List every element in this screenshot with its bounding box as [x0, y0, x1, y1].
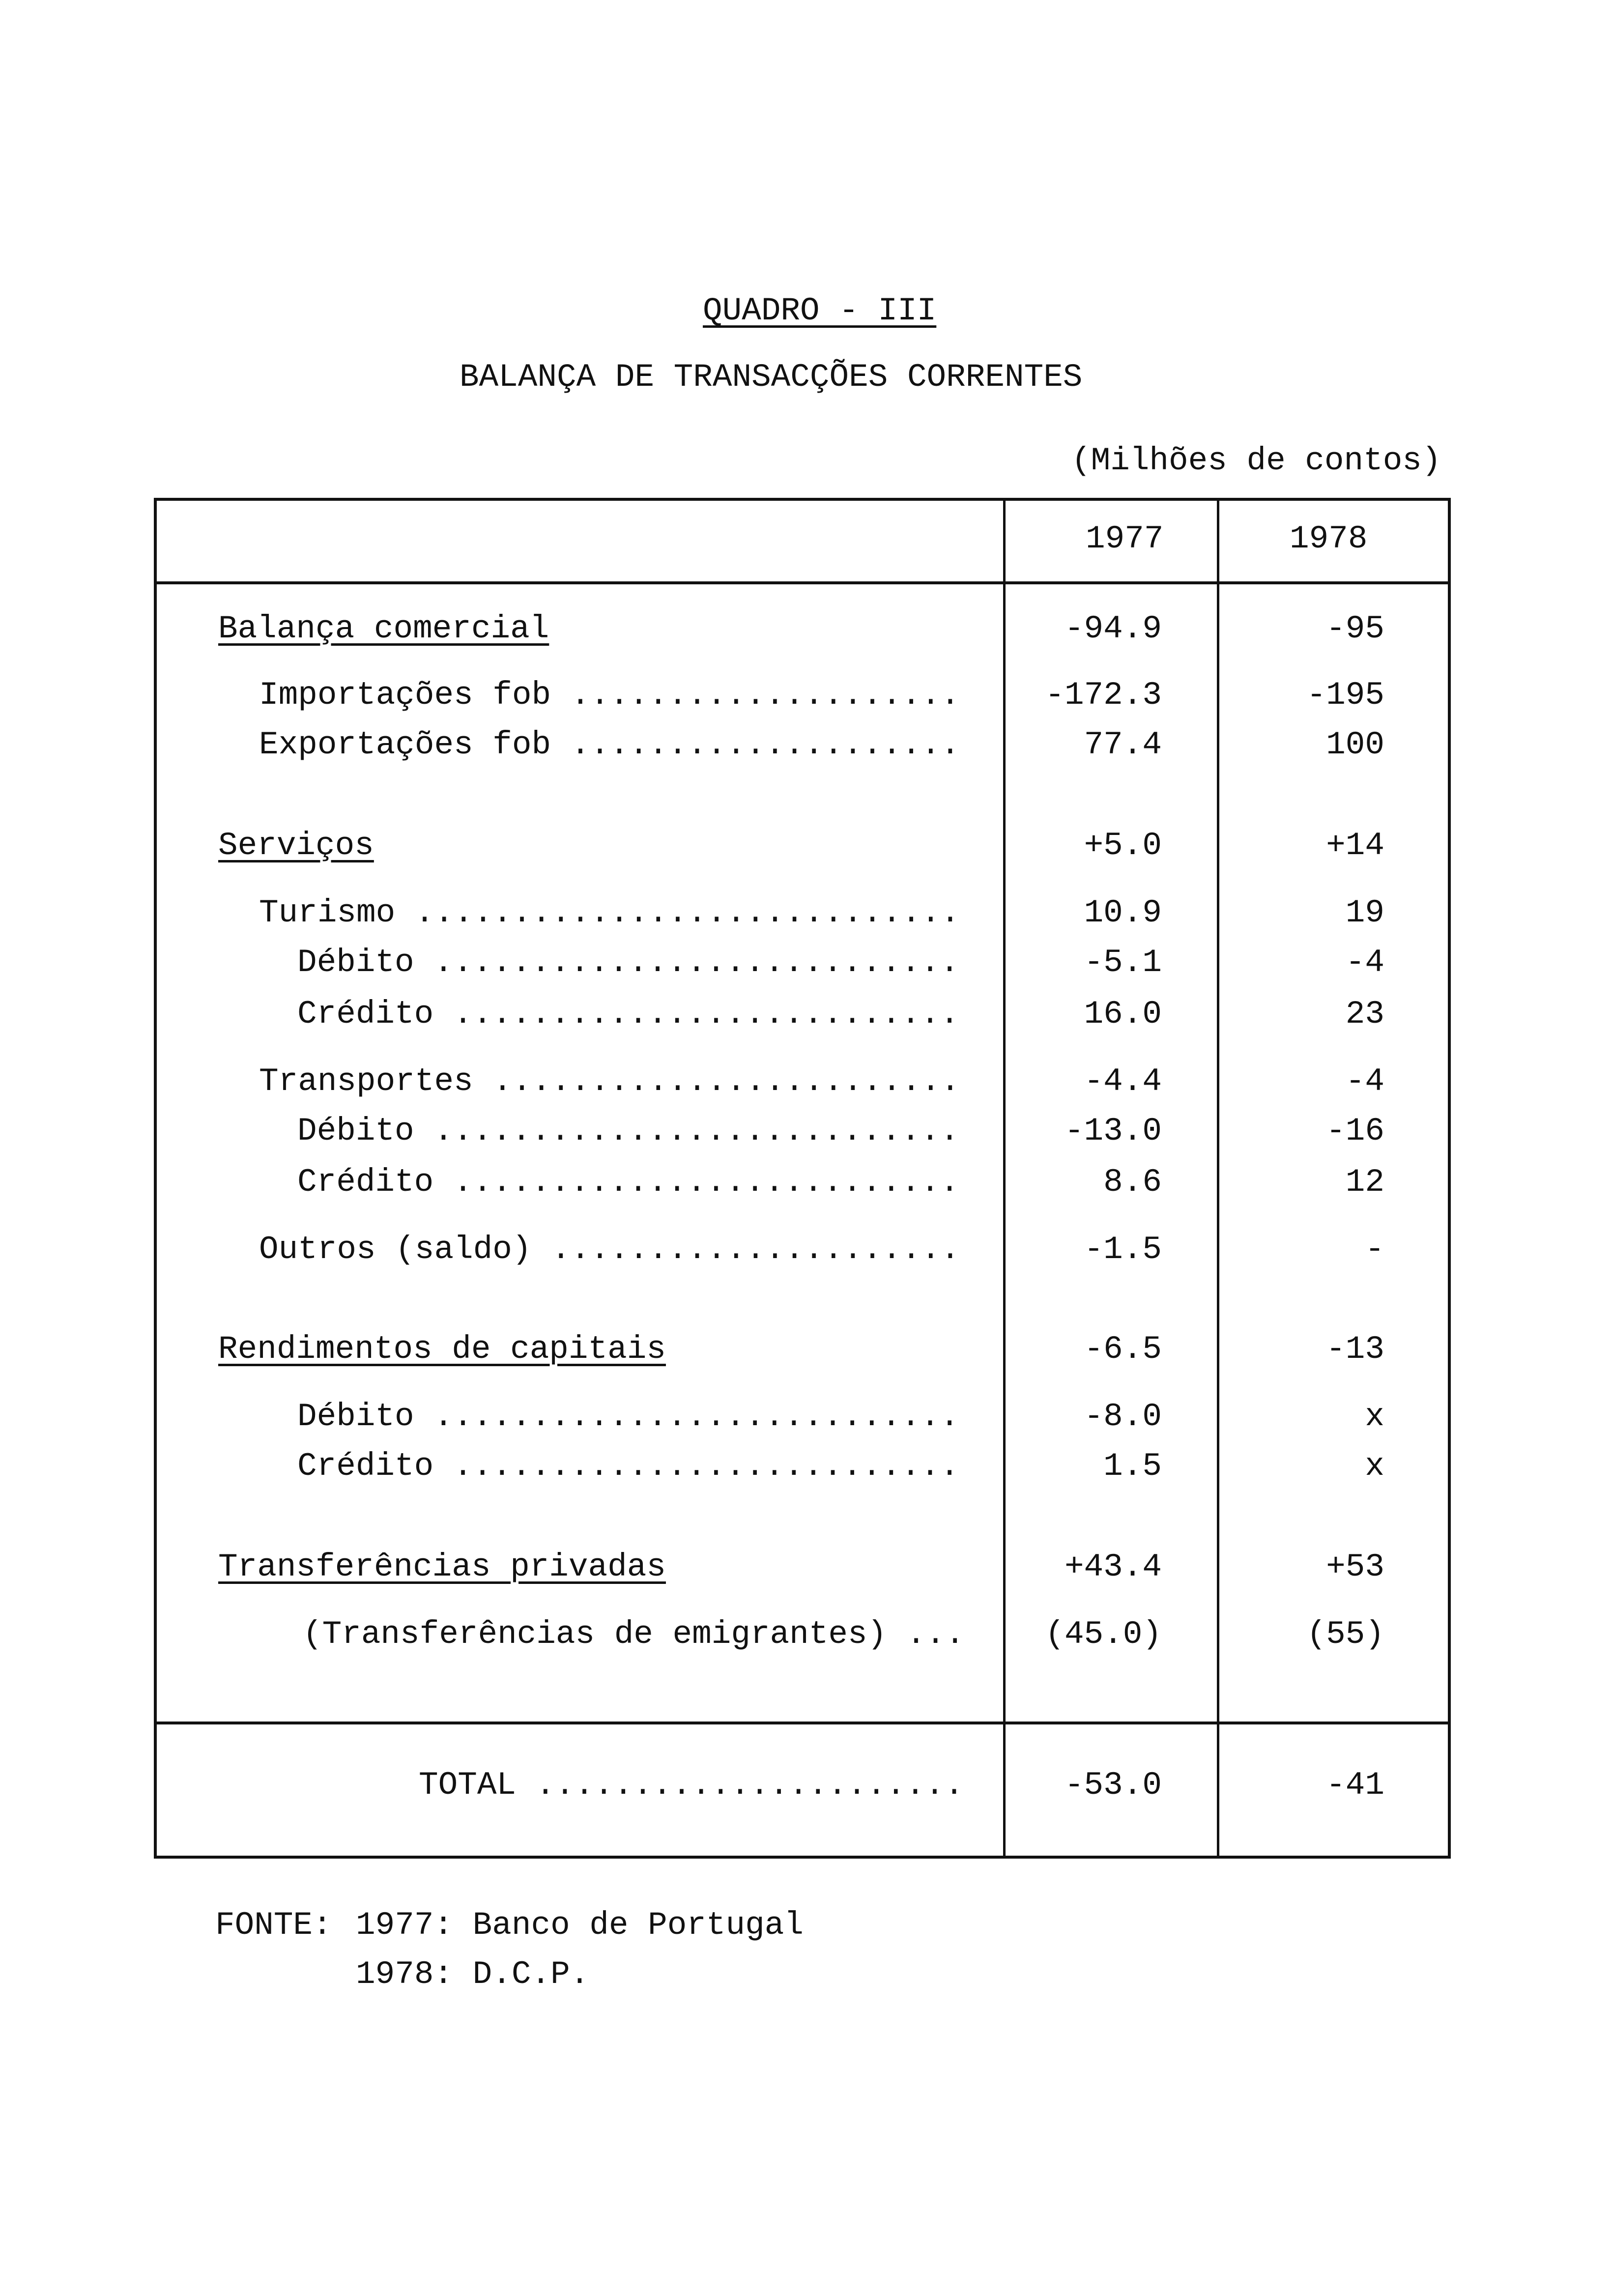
value-1977: (45.0): [1045, 1616, 1162, 1653]
value-1977: +5.0: [1084, 827, 1162, 864]
section-heading: Serviços: [218, 827, 374, 864]
dot-leader: [551, 1231, 957, 1268]
row-label: Outros (saldo): [259, 1231, 532, 1268]
balance-table: [154, 498, 1451, 1859]
value-1978: -195: [1306, 677, 1384, 714]
dot-leader: [536, 1767, 957, 1804]
table-row: [157, 610, 1448, 650]
source-label: FONTE:: [215, 1907, 332, 1944]
value-1977: 1.5: [1103, 1448, 1162, 1485]
dot-leader: [906, 1616, 957, 1653]
table-row: [157, 1113, 1448, 1152]
table-number: [703, 292, 936, 329]
row-label: Crédito: [297, 1448, 434, 1485]
value-1977: +43.4: [1064, 1549, 1162, 1585]
value-1977: 16.0: [1084, 996, 1162, 1033]
row-label: Débito: [297, 1398, 414, 1435]
value-1978: +14: [1326, 827, 1384, 864]
section-heading: Rendimentos de capitais: [218, 1331, 666, 1368]
row-label: Exportações fob: [259, 726, 551, 763]
value-1978: x: [1365, 1398, 1384, 1435]
row-label: Crédito: [297, 996, 434, 1033]
value-1977: -8.0: [1084, 1398, 1162, 1435]
row-label: Crédito: [297, 1164, 434, 1201]
row-label: Transportes: [259, 1063, 473, 1100]
dot-leader: [571, 726, 957, 763]
dot-leader: [493, 1063, 957, 1100]
table-row: [157, 996, 1448, 1035]
table-row: [157, 1331, 1448, 1370]
value-1977: -13.0: [1064, 1113, 1162, 1149]
table-row: [157, 677, 1448, 716]
value-1977: -1.5: [1084, 1231, 1162, 1268]
section-heading: Balança comercial: [218, 610, 549, 647]
value-1977: 8.6: [1103, 1164, 1162, 1201]
dot-leader: [434, 1398, 957, 1435]
value-1978: -4: [1345, 944, 1384, 981]
total-divider: [157, 1722, 1448, 1724]
table-row: [157, 726, 1448, 766]
value-1978: -16: [1326, 1113, 1384, 1149]
table-row: [157, 1231, 1448, 1270]
row-label: Importações fob: [259, 677, 551, 714]
dot-leader: [453, 1164, 957, 1201]
column-header-1977: 1977: [1086, 520, 1164, 557]
value-1978: 23: [1345, 996, 1384, 1033]
total-row: [157, 1767, 1448, 1806]
value-1978: (55): [1306, 1616, 1384, 1653]
table-row: [157, 1549, 1448, 1588]
table-row: [157, 894, 1448, 934]
table-row: [157, 944, 1448, 983]
table-row: [157, 827, 1448, 866]
units-note: (Milhões de contos): [1071, 442, 1441, 479]
value-1978: -4: [1345, 1063, 1384, 1100]
value-1977: 77.4: [1084, 726, 1162, 763]
value-1978: +53: [1326, 1549, 1384, 1585]
table-number-text: QUADRO - III: [703, 292, 937, 329]
row-label: Débito: [297, 944, 414, 981]
source-1978: 1978: D.C.P.: [356, 1956, 590, 1993]
dot-leader: [571, 677, 957, 714]
dot-leader: [434, 944, 957, 981]
column-header-1978: 1978: [1290, 520, 1368, 557]
value-1978: -13: [1326, 1331, 1384, 1368]
value-1978: 19: [1345, 894, 1384, 931]
value-1978: x: [1365, 1448, 1384, 1485]
dot-leader: [434, 1113, 957, 1149]
header-divider: [157, 581, 1448, 584]
dot-leader: [453, 996, 957, 1033]
table-row: [157, 1616, 1448, 1655]
table-title: BALANÇA DE TRANSACÇÕES CORRENTES: [460, 359, 1083, 396]
value-1977: -94.9: [1064, 610, 1162, 647]
table-row: [157, 1164, 1448, 1203]
value-1977: -6.5: [1084, 1331, 1162, 1368]
row-label: Débito: [297, 1113, 414, 1149]
value-1977: -4.4: [1084, 1063, 1162, 1100]
section-heading: Transferências privadas: [218, 1549, 666, 1585]
value-1978: 100: [1326, 726, 1384, 763]
value-1977: -172.3: [1045, 677, 1162, 714]
table-row: [157, 1063, 1448, 1102]
row-label: Turismo: [259, 894, 396, 931]
dot-leader: [415, 894, 957, 931]
total-value-1977: -53.0: [1064, 1767, 1162, 1804]
table-row: [157, 1398, 1448, 1437]
source-1977: 1977: Banco de Portugal: [356, 1907, 804, 1944]
value-1978: 12: [1345, 1164, 1384, 1201]
table-row: [157, 1448, 1448, 1487]
row-label: (Transferências de emigrantes): [303, 1616, 887, 1653]
dot-leader: [453, 1448, 957, 1485]
value-1978: -: [1365, 1231, 1384, 1268]
total-label: TOTAL: [419, 1767, 517, 1804]
value-1977: -5.1: [1084, 944, 1162, 981]
value-1977: 10.9: [1084, 894, 1162, 931]
value-1978: -95: [1326, 610, 1384, 647]
total-value-1978: -41: [1326, 1767, 1384, 1804]
